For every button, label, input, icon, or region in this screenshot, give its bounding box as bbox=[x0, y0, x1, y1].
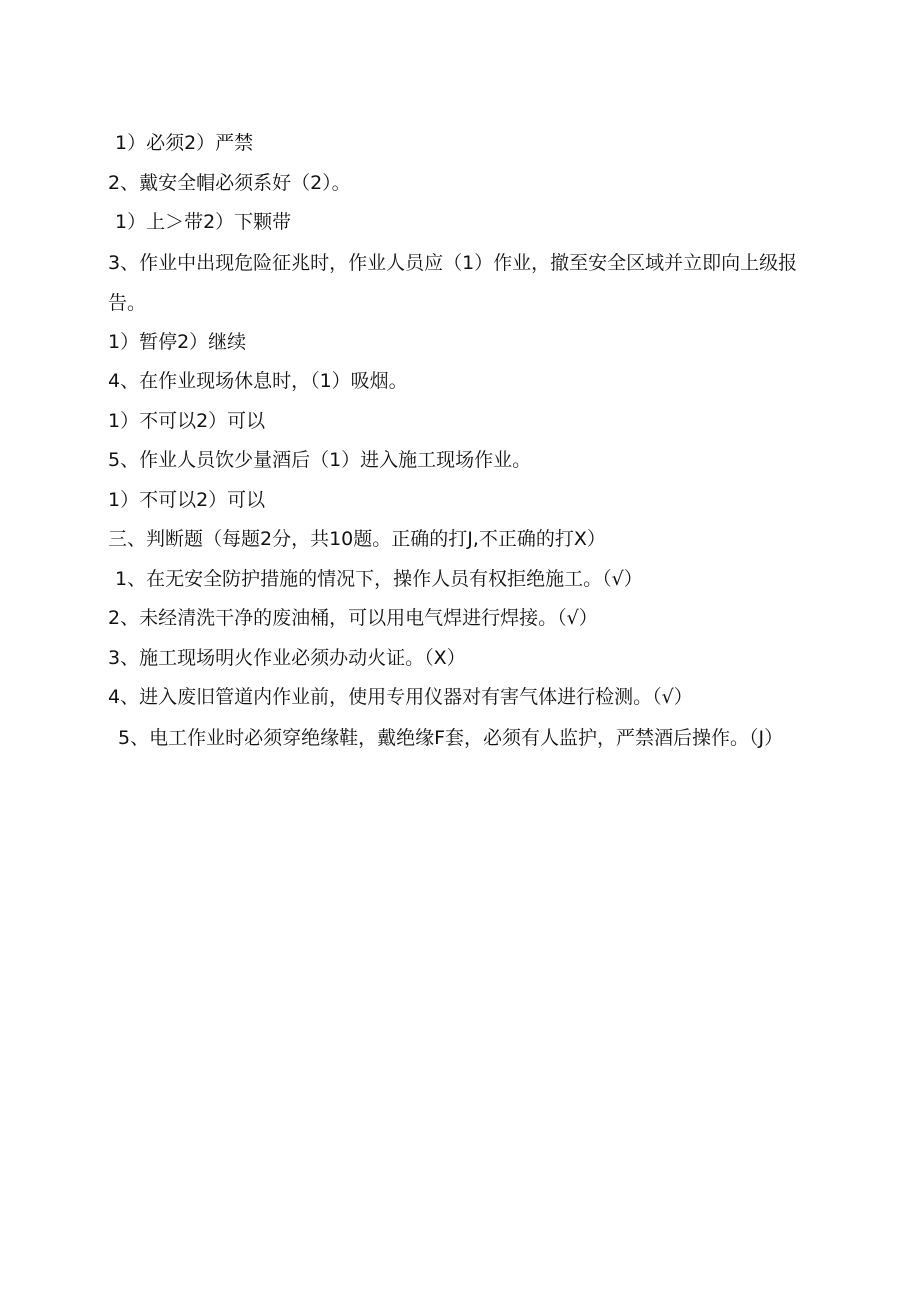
answer-options-q3: 1）暂停2）继续 bbox=[108, 330, 247, 353]
answer-options-q4: 1）不可以2）可以 bbox=[108, 409, 266, 432]
question-2: 2、戴安全帽必须系好（2）。 bbox=[108, 171, 351, 194]
true-false-item-4: 4、进入废旧管道内作业前，使用专用仪器对有害气体进行检测。（√） bbox=[108, 686, 693, 708]
question-5: 5、作业人员饮少量酒后（1）进入施工现场作业。 bbox=[108, 449, 532, 471]
true-false-item-2: 2、未经清洗干净的废油桶，可以用电气焊进行焊接。（√） bbox=[108, 607, 598, 629]
answer-options-q2: 1）上＞带2）下颗带 bbox=[115, 211, 292, 233]
answer-options-q1: 1）必须2）严禁 bbox=[115, 132, 254, 154]
question-3: 3、作业中出现危险征兆时，作业人员应（1）作业，撤至安全区域并立即向上级报告。 bbox=[108, 251, 798, 314]
question-4: 4、在作业现场休息时，（1）吸烟。 bbox=[108, 370, 408, 392]
true-false-item-5: 5、电工作业时必须穿绝缘鞋，戴绝缘F套，必须有人监护，严禁酒后操作。（J） bbox=[118, 726, 784, 749]
true-false-item-1: 1、在无安全防护措施的情况下，操作人员有权拒绝施工。（√） bbox=[115, 567, 643, 590]
document-body bbox=[108, 124, 808, 758]
section-heading-true-false: 三、判断题（每题2分，共10题。正确的打J,不正确的打X） bbox=[108, 528, 606, 550]
true-false-item-3: 3、施工现场明火作业必须办动火证。（X） bbox=[108, 646, 466, 669]
answer-options-q5: 1）不可以2）可以 bbox=[108, 488, 266, 511]
